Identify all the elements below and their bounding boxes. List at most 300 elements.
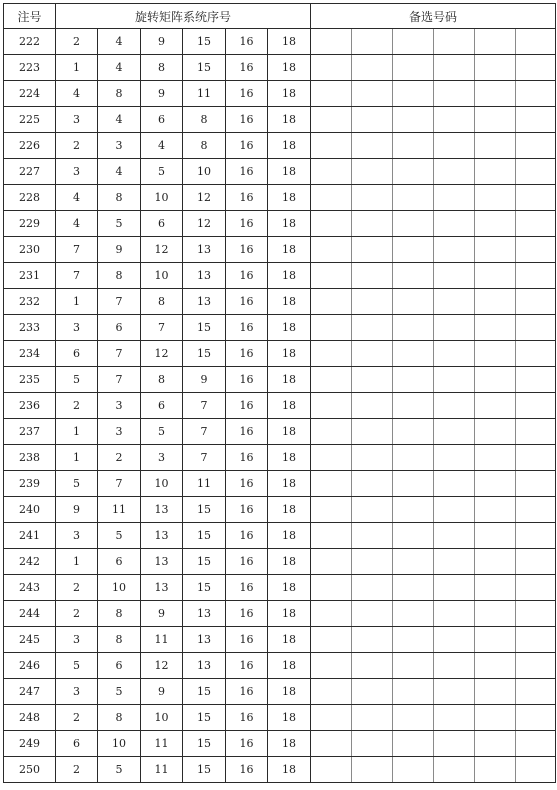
spare-number-cell[interactable] xyxy=(475,471,516,497)
spare-number-cell[interactable] xyxy=(311,419,352,445)
spare-number-cell[interactable] xyxy=(352,81,393,107)
matrix-number: 15 xyxy=(183,757,226,783)
spare-number-cell[interactable] xyxy=(352,211,393,237)
matrix-number: 7 xyxy=(98,471,141,497)
matrix-number: 18 xyxy=(268,393,311,419)
matrix-number: 18 xyxy=(268,289,311,315)
spare-number-cell[interactable] xyxy=(516,471,556,497)
spare-number-cell[interactable] xyxy=(434,549,475,575)
matrix-number: 11 xyxy=(141,731,183,757)
spare-number-cell[interactable] xyxy=(475,237,516,263)
matrix-number: 18 xyxy=(268,367,311,393)
spare-number-cell[interactable] xyxy=(352,627,393,653)
spare-number-cell[interactable] xyxy=(434,653,475,679)
spare-number-cell[interactable] xyxy=(311,55,352,81)
matrix-number: 8 xyxy=(98,627,141,653)
issue-number: 247 xyxy=(4,679,56,705)
spare-number-cell[interactable] xyxy=(434,523,475,549)
matrix-number: 16 xyxy=(226,185,268,211)
spare-number-cell[interactable] xyxy=(393,575,434,601)
spare-number-cell[interactable] xyxy=(516,445,556,471)
matrix-number: 9 xyxy=(141,679,183,705)
spare-number-cell[interactable] xyxy=(311,185,352,211)
issue-number: 240 xyxy=(4,497,56,523)
matrix-number: 3 xyxy=(56,315,98,341)
spare-number-cell[interactable] xyxy=(434,627,475,653)
matrix-number: 12 xyxy=(141,237,183,263)
issue-number: 233 xyxy=(4,315,56,341)
spare-number-cell[interactable] xyxy=(311,263,352,289)
matrix-number: 16 xyxy=(226,133,268,159)
spare-number-cell[interactable] xyxy=(311,367,352,393)
issue-number: 250 xyxy=(4,757,56,783)
spare-number-cell[interactable] xyxy=(311,159,352,185)
matrix-number: 15 xyxy=(183,29,226,55)
matrix-number: 13 xyxy=(183,601,226,627)
spare-number-cell[interactable] xyxy=(311,471,352,497)
spare-number-cell[interactable] xyxy=(352,263,393,289)
issue-number: 237 xyxy=(4,419,56,445)
spare-number-cell[interactable] xyxy=(352,575,393,601)
matrix-number: 2 xyxy=(56,393,98,419)
matrix-number: 12 xyxy=(183,211,226,237)
spare-number-cell[interactable] xyxy=(393,211,434,237)
issue-number: 226 xyxy=(4,133,56,159)
table-row xyxy=(4,471,556,497)
spare-number-cell[interactable] xyxy=(352,367,393,393)
spare-number-cell[interactable] xyxy=(516,601,556,627)
issue-number: 230 xyxy=(4,237,56,263)
matrix-number: 4 xyxy=(98,55,141,81)
spare-number-cell[interactable] xyxy=(352,419,393,445)
spare-number-cell[interactable] xyxy=(475,289,516,315)
spare-number-cell[interactable] xyxy=(434,237,475,263)
matrix-number: 15 xyxy=(183,731,226,757)
spare-number-cell[interactable] xyxy=(352,497,393,523)
spare-number-cell[interactable] xyxy=(311,393,352,419)
matrix-number: 4 xyxy=(56,185,98,211)
spare-number-cell[interactable] xyxy=(434,393,475,419)
table-row xyxy=(4,445,556,471)
spare-number-cell[interactable] xyxy=(352,679,393,705)
matrix-number: 16 xyxy=(226,731,268,757)
matrix-number: 3 xyxy=(56,107,98,133)
matrix-number: 8 xyxy=(141,55,183,81)
spare-number-cell[interactable] xyxy=(475,497,516,523)
spare-number-cell[interactable] xyxy=(434,679,475,705)
spare-number-cell[interactable] xyxy=(434,419,475,445)
matrix-number: 3 xyxy=(141,445,183,471)
matrix-number: 16 xyxy=(226,55,268,81)
matrix-number: 5 xyxy=(98,757,141,783)
matrix-number: 8 xyxy=(141,289,183,315)
spare-number-cell[interactable] xyxy=(434,289,475,315)
spare-number-cell[interactable] xyxy=(516,341,556,367)
spare-number-cell[interactable] xyxy=(516,419,556,445)
matrix-number: 18 xyxy=(268,419,311,445)
spare-number-cell[interactable] xyxy=(393,757,434,783)
spare-number-cell[interactable] xyxy=(393,549,434,575)
spare-number-cell[interactable] xyxy=(434,731,475,757)
spare-number-cell[interactable] xyxy=(434,263,475,289)
spare-number-cell[interactable] xyxy=(434,55,475,81)
spare-number-cell[interactable] xyxy=(393,29,434,55)
spare-number-cell[interactable] xyxy=(393,237,434,263)
spare-number-cell[interactable] xyxy=(352,237,393,263)
spare-number-cell[interactable] xyxy=(434,601,475,627)
spare-number-cell[interactable] xyxy=(311,315,352,341)
spare-number-cell[interactable] xyxy=(311,523,352,549)
spare-number-cell[interactable] xyxy=(311,497,352,523)
spare-number-cell[interactable] xyxy=(516,575,556,601)
spare-number-cell[interactable] xyxy=(352,315,393,341)
matrix-number: 18 xyxy=(268,575,311,601)
matrix-number: 7 xyxy=(183,393,226,419)
table-row xyxy=(4,393,556,419)
matrix-number: 16 xyxy=(226,575,268,601)
matrix-number: 3 xyxy=(56,159,98,185)
matrix-number: 5 xyxy=(98,211,141,237)
spare-number-cell[interactable] xyxy=(311,81,352,107)
matrix-number: 11 xyxy=(98,497,141,523)
matrix-number: 16 xyxy=(226,471,268,497)
spare-number-cell[interactable] xyxy=(434,445,475,471)
matrix-number: 10 xyxy=(141,263,183,289)
matrix-number: 8 xyxy=(98,705,141,731)
spare-number-cell[interactable] xyxy=(434,497,475,523)
matrix-number: 6 xyxy=(141,393,183,419)
matrix-number: 7 xyxy=(98,367,141,393)
spare-number-cell[interactable] xyxy=(516,627,556,653)
table-row xyxy=(4,679,556,705)
spare-number-cell[interactable] xyxy=(475,419,516,445)
matrix-number: 3 xyxy=(98,133,141,159)
matrix-number: 2 xyxy=(56,133,98,159)
matrix-number: 3 xyxy=(56,523,98,549)
matrix-number: 3 xyxy=(98,393,141,419)
matrix-number: 10 xyxy=(183,159,226,185)
spare-number-cell[interactable] xyxy=(516,705,556,731)
issue-number: 239 xyxy=(4,471,56,497)
issue-number: 243 xyxy=(4,575,56,601)
matrix-number: 16 xyxy=(226,757,268,783)
spare-number-cell[interactable] xyxy=(475,29,516,55)
spare-number-cell[interactable] xyxy=(393,731,434,757)
spare-number-cell[interactable] xyxy=(393,315,434,341)
spare-number-cell[interactable] xyxy=(434,107,475,133)
spare-number-cell[interactable] xyxy=(311,237,352,263)
spare-number-cell[interactable] xyxy=(516,757,556,783)
matrix-number: 13 xyxy=(183,653,226,679)
spare-number-cell[interactable] xyxy=(516,211,556,237)
spare-number-cell[interactable] xyxy=(516,497,556,523)
spare-number-cell[interactable] xyxy=(393,445,434,471)
table-row xyxy=(4,419,556,445)
matrix-number: 5 xyxy=(141,419,183,445)
matrix-number: 7 xyxy=(98,289,141,315)
spare-number-cell[interactable] xyxy=(475,679,516,705)
spare-number-cell[interactable] xyxy=(311,445,352,471)
spare-number-cell[interactable] xyxy=(352,159,393,185)
spare-number-cell[interactable] xyxy=(311,549,352,575)
spare-number-cell[interactable] xyxy=(393,705,434,731)
issue-number: 229 xyxy=(4,211,56,237)
spare-number-cell[interactable] xyxy=(393,497,434,523)
matrix-number: 3 xyxy=(56,679,98,705)
spare-number-cell[interactable] xyxy=(393,679,434,705)
matrix-number: 1 xyxy=(56,289,98,315)
spare-number-cell[interactable] xyxy=(516,679,556,705)
spare-number-cell[interactable] xyxy=(434,367,475,393)
spare-number-cell[interactable] xyxy=(393,627,434,653)
spare-number-cell[interactable] xyxy=(434,81,475,107)
spare-number-cell[interactable] xyxy=(352,289,393,315)
issue-number: 244 xyxy=(4,601,56,627)
spare-number-cell[interactable] xyxy=(475,523,516,549)
spare-number-cell[interactable] xyxy=(475,159,516,185)
spare-number-cell[interactable] xyxy=(352,55,393,81)
spare-header: 备选号码 xyxy=(311,4,556,29)
spare-number-cell[interactable] xyxy=(516,731,556,757)
spare-number-cell[interactable] xyxy=(352,185,393,211)
matrix-number: 18 xyxy=(268,653,311,679)
spare-number-cell[interactable] xyxy=(516,289,556,315)
matrix-number: 18 xyxy=(268,731,311,757)
matrix-number: 15 xyxy=(183,523,226,549)
matrix-number: 18 xyxy=(268,159,311,185)
spare-number-cell[interactable] xyxy=(352,393,393,419)
spare-number-cell[interactable] xyxy=(352,757,393,783)
spare-number-cell[interactable] xyxy=(311,601,352,627)
spare-number-cell[interactable] xyxy=(311,341,352,367)
matrix-number: 8 xyxy=(141,367,183,393)
table-body xyxy=(4,29,556,783)
matrix-number: 8 xyxy=(183,133,226,159)
matrix-number: 8 xyxy=(98,601,141,627)
spare-number-cell[interactable] xyxy=(434,575,475,601)
spare-number-cell[interactable] xyxy=(475,263,516,289)
matrix-number: 7 xyxy=(56,263,98,289)
matrix-number: 16 xyxy=(226,653,268,679)
spare-number-cell[interactable] xyxy=(393,653,434,679)
spare-number-cell[interactable] xyxy=(311,133,352,159)
spare-number-cell[interactable] xyxy=(393,55,434,81)
spare-number-cell[interactable] xyxy=(393,341,434,367)
spare-number-cell[interactable] xyxy=(393,263,434,289)
spare-number-cell[interactable] xyxy=(352,653,393,679)
spare-number-cell[interactable] xyxy=(311,211,352,237)
spare-number-cell[interactable] xyxy=(352,29,393,55)
matrix-number: 15 xyxy=(183,679,226,705)
spare-number-cell[interactable] xyxy=(475,55,516,81)
spare-number-cell[interactable] xyxy=(352,471,393,497)
spare-number-cell[interactable] xyxy=(393,523,434,549)
matrix-number: 16 xyxy=(226,497,268,523)
spare-number-cell[interactable] xyxy=(311,107,352,133)
issue-number: 223 xyxy=(4,55,56,81)
spare-number-cell[interactable] xyxy=(352,731,393,757)
spare-number-cell[interactable] xyxy=(516,133,556,159)
spare-number-cell[interactable] xyxy=(475,705,516,731)
matrix-number: 9 xyxy=(141,29,183,55)
matrix-number: 5 xyxy=(98,523,141,549)
spare-number-cell[interactable] xyxy=(475,341,516,367)
spare-number-cell[interactable] xyxy=(475,653,516,679)
matrix-number: 18 xyxy=(268,497,311,523)
matrix-number: 4 xyxy=(98,159,141,185)
matrix-number: 2 xyxy=(56,705,98,731)
spare-number-cell[interactable] xyxy=(352,445,393,471)
matrix-number: 5 xyxy=(56,471,98,497)
spare-number-cell[interactable] xyxy=(516,367,556,393)
matrix-number: 13 xyxy=(141,523,183,549)
spare-number-cell[interactable] xyxy=(352,523,393,549)
matrix-number: 15 xyxy=(183,55,226,81)
spare-number-cell[interactable] xyxy=(475,367,516,393)
matrix-number: 16 xyxy=(226,601,268,627)
spare-number-cell[interactable] xyxy=(393,185,434,211)
issue-number: 249 xyxy=(4,731,56,757)
matrix-number: 16 xyxy=(226,523,268,549)
spare-number-cell[interactable] xyxy=(516,549,556,575)
spare-number-cell[interactable] xyxy=(516,315,556,341)
spare-number-cell[interactable] xyxy=(475,107,516,133)
matrix-number: 16 xyxy=(226,237,268,263)
spare-number-cell[interactable] xyxy=(475,575,516,601)
spare-number-cell[interactable] xyxy=(475,601,516,627)
spare-number-cell[interactable] xyxy=(516,107,556,133)
matrix-number: 1 xyxy=(56,445,98,471)
table-row xyxy=(4,211,556,237)
matrix-number: 7 xyxy=(183,419,226,445)
table-row xyxy=(4,289,556,315)
matrix-number: 18 xyxy=(268,133,311,159)
spare-number-cell[interactable] xyxy=(311,653,352,679)
spare-number-cell[interactable] xyxy=(311,731,352,757)
spare-number-cell[interactable] xyxy=(393,393,434,419)
matrix-number: 10 xyxy=(98,731,141,757)
matrix-number: 18 xyxy=(268,315,311,341)
spare-number-cell[interactable] xyxy=(434,185,475,211)
matrix-number: 18 xyxy=(268,523,311,549)
spare-number-cell[interactable] xyxy=(311,679,352,705)
matrix-number: 6 xyxy=(98,549,141,575)
matrix-number: 2 xyxy=(56,29,98,55)
spare-number-cell[interactable] xyxy=(352,705,393,731)
matrix-number: 9 xyxy=(98,237,141,263)
issue-number: 245 xyxy=(4,627,56,653)
spare-number-cell[interactable] xyxy=(393,133,434,159)
issue-number: 224 xyxy=(4,81,56,107)
spare-number-cell[interactable] xyxy=(434,705,475,731)
spare-number-cell[interactable] xyxy=(475,315,516,341)
spare-number-cell[interactable] xyxy=(352,549,393,575)
spare-number-cell[interactable] xyxy=(475,133,516,159)
spare-number-cell[interactable] xyxy=(393,471,434,497)
spare-number-cell[interactable] xyxy=(516,393,556,419)
spare-number-cell[interactable] xyxy=(475,757,516,783)
spare-number-cell[interactable] xyxy=(393,107,434,133)
spare-number-cell[interactable] xyxy=(434,133,475,159)
issue-number: 235 xyxy=(4,367,56,393)
matrix-number: 18 xyxy=(268,263,311,289)
spare-number-cell[interactable] xyxy=(516,653,556,679)
matrix-number: 18 xyxy=(268,107,311,133)
matrix-number: 6 xyxy=(141,107,183,133)
matrix-number: 12 xyxy=(141,341,183,367)
spare-number-cell[interactable] xyxy=(393,367,434,393)
matrix-number: 18 xyxy=(268,55,311,81)
matrix-number: 13 xyxy=(183,627,226,653)
spare-number-cell[interactable] xyxy=(516,81,556,107)
matrix-number: 18 xyxy=(268,471,311,497)
spare-number-cell[interactable] xyxy=(434,29,475,55)
spare-number-cell[interactable] xyxy=(311,29,352,55)
spare-number-cell[interactable] xyxy=(393,419,434,445)
spare-number-cell[interactable] xyxy=(516,237,556,263)
issue-number: 248 xyxy=(4,705,56,731)
spare-number-cell[interactable] xyxy=(311,705,352,731)
spare-number-cell[interactable] xyxy=(393,289,434,315)
spare-number-cell[interactable] xyxy=(434,315,475,341)
spare-number-cell[interactable] xyxy=(475,627,516,653)
issue-number: 238 xyxy=(4,445,56,471)
spare-number-cell[interactable] xyxy=(475,211,516,237)
spare-number-cell[interactable] xyxy=(352,133,393,159)
spare-number-cell[interactable] xyxy=(475,185,516,211)
issue-number: 234 xyxy=(4,341,56,367)
spare-number-cell[interactable] xyxy=(311,575,352,601)
spare-number-cell[interactable] xyxy=(434,341,475,367)
spare-number-cell[interactable] xyxy=(311,289,352,315)
spare-number-cell[interactable] xyxy=(352,601,393,627)
matrix-number: 6 xyxy=(98,315,141,341)
matrix-number: 18 xyxy=(268,211,311,237)
spare-number-cell[interactable] xyxy=(434,211,475,237)
matrix-number: 16 xyxy=(226,263,268,289)
spare-number-cell[interactable] xyxy=(393,81,434,107)
spare-number-cell[interactable] xyxy=(311,627,352,653)
matrix-number: 7 xyxy=(56,237,98,263)
spare-number-cell[interactable] xyxy=(516,55,556,81)
spare-number-cell[interactable] xyxy=(516,159,556,185)
spare-number-cell[interactable] xyxy=(352,107,393,133)
spare-number-cell[interactable] xyxy=(393,601,434,627)
matrix-number: 16 xyxy=(226,679,268,705)
matrix-number: 18 xyxy=(268,679,311,705)
spare-number-cell[interactable] xyxy=(475,731,516,757)
spare-number-cell[interactable] xyxy=(475,549,516,575)
spare-number-cell[interactable] xyxy=(311,757,352,783)
spare-number-cell[interactable] xyxy=(475,393,516,419)
issue-number: 227 xyxy=(4,159,56,185)
matrix-number: 10 xyxy=(141,705,183,731)
matrix-number: 15 xyxy=(183,575,226,601)
spare-number-cell[interactable] xyxy=(516,29,556,55)
spare-number-cell[interactable] xyxy=(352,341,393,367)
spare-number-cell[interactable] xyxy=(393,159,434,185)
issue-number: 242 xyxy=(4,549,56,575)
spare-number-cell[interactable] xyxy=(434,159,475,185)
spare-number-cell[interactable] xyxy=(516,263,556,289)
matrix-number: 13 xyxy=(183,289,226,315)
spare-number-cell[interactable] xyxy=(516,185,556,211)
spare-number-cell[interactable] xyxy=(434,757,475,783)
spare-number-cell[interactable] xyxy=(434,471,475,497)
spare-number-cell[interactable] xyxy=(475,445,516,471)
spare-number-cell[interactable] xyxy=(475,81,516,107)
spare-number-cell[interactable] xyxy=(516,523,556,549)
